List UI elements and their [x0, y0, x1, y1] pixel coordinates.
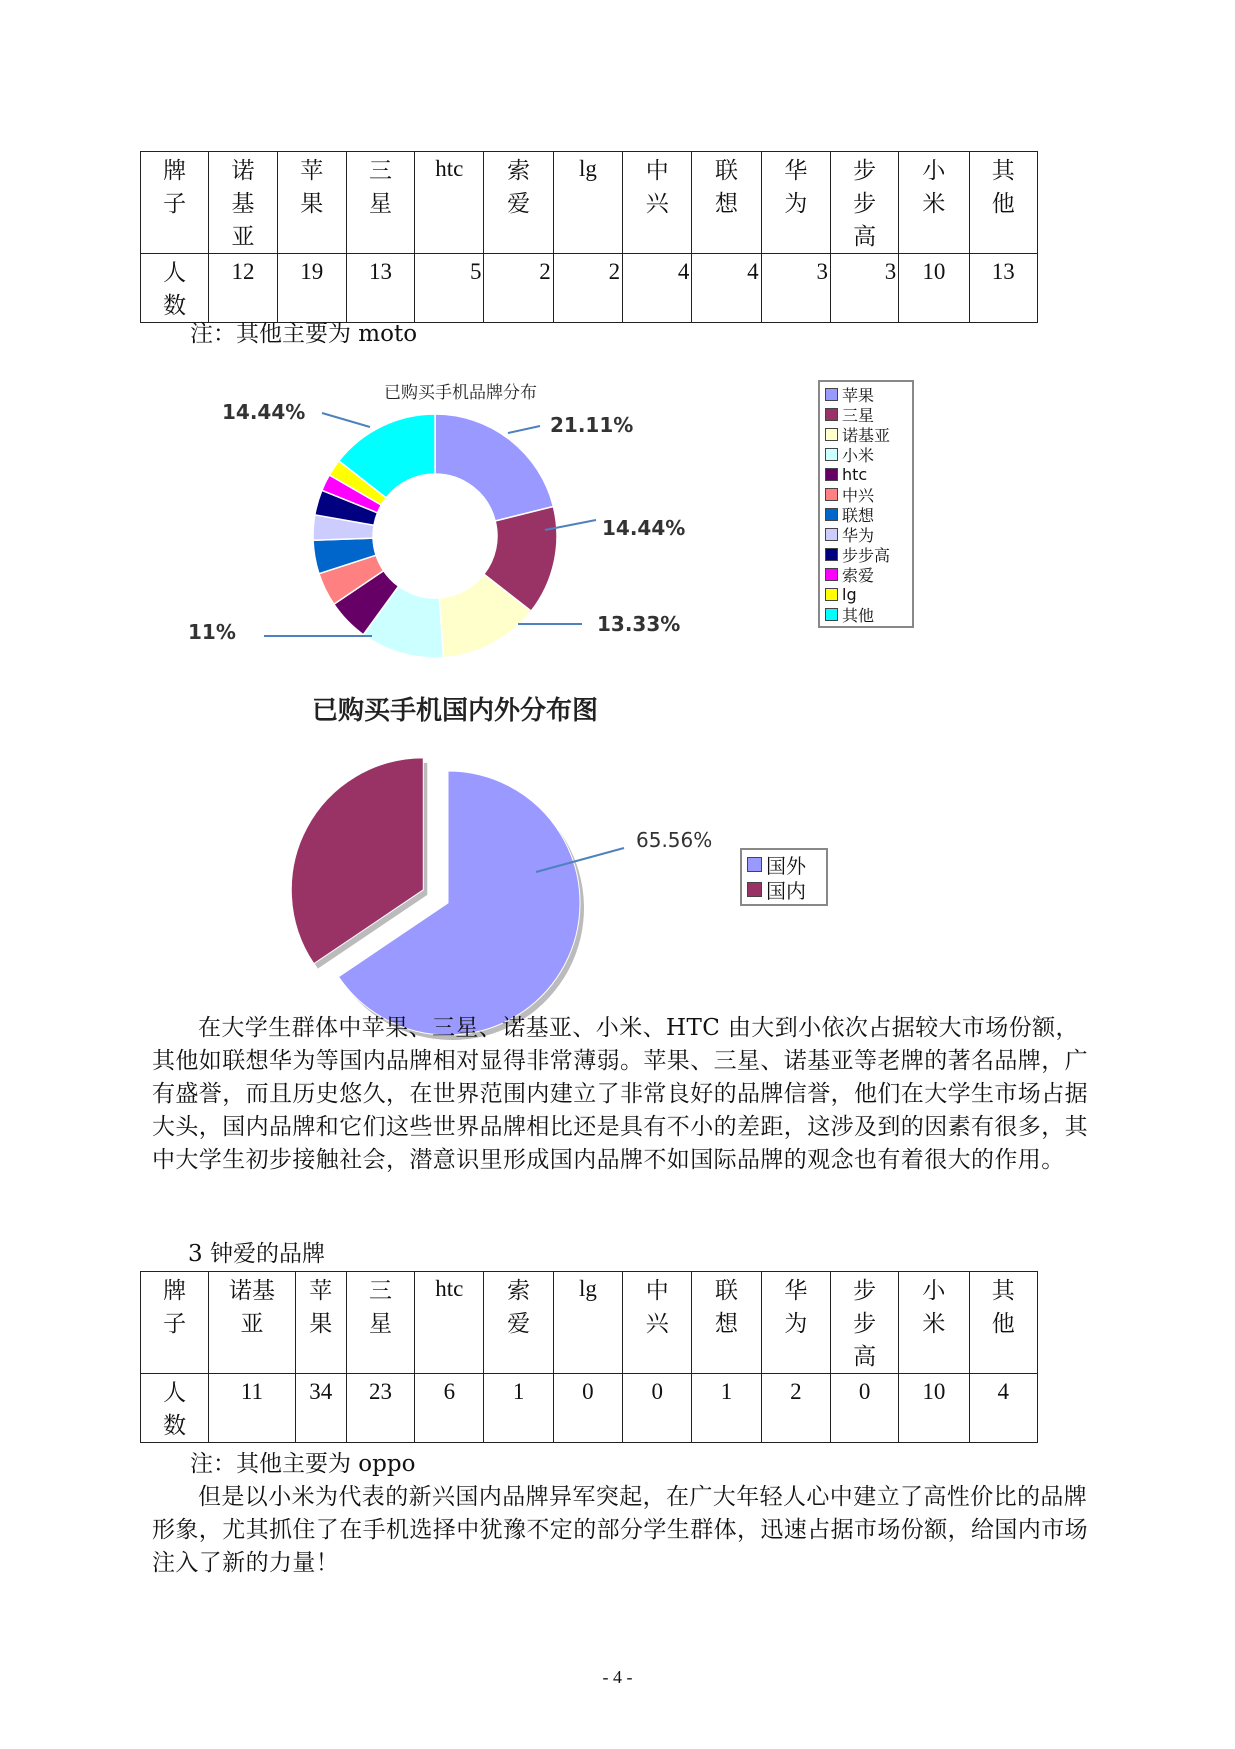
header-cell: htc	[435, 156, 464, 181]
table-cell: 19	[277, 254, 346, 323]
table-cell: 2	[761, 1374, 830, 1443]
header-cell: 三星	[369, 158, 393, 216]
header-cell: lg	[578, 156, 597, 181]
table-cell: 23	[346, 1374, 414, 1443]
row-label: 人数	[163, 1380, 187, 1438]
header-cell: 华为	[784, 1278, 808, 1336]
header-cell: 诺基亚	[228, 1278, 275, 1336]
header-cell: 牌子	[163, 1278, 187, 1336]
data-label: 13.33%	[597, 612, 681, 636]
legend-label: 中兴	[842, 485, 875, 505]
header-cell: 步步高	[853, 158, 877, 249]
table-cell: 0	[830, 1374, 898, 1443]
legend-label: 其他	[842, 605, 875, 625]
legend-label: 国内	[766, 879, 806, 903]
row-label: 人数	[163, 260, 187, 318]
legend-item	[742, 852, 826, 877]
legend-label: 联想	[842, 505, 875, 525]
table-cell: 11	[209, 1374, 295, 1443]
data-label: 14.44%	[602, 516, 686, 540]
table-note: 注：其他主要为 oppo	[190, 1451, 416, 1477]
table-cell: 3	[761, 254, 830, 323]
paragraph: 在大学生群体中苹果、三星、诺基亚、小米、HTC 由大到小依次占据较大市场份额，其他如联想华为等国内品牌相对显得非常薄弱。苹果、三星、诺基亚等老牌的著名品牌，广有盛誉，而且历史悠久，在世界范围内建立了非常良好的品牌信誉，他们在大学生市场占据大头，国内品牌和它们这些世界品牌相比还是具有不小的差距，这涉及到的因素有很多，其中大学生初步接触社会，潜意识里形成国内品牌不如国际品牌的观念也有着很大的作用。	[152, 1015, 1088, 1173]
table-cell: 3	[830, 254, 898, 323]
legend-label: 索爱	[842, 565, 875, 585]
legend-label: 苹果	[842, 385, 875, 405]
legend-label: lg	[842, 584, 857, 604]
header-cell: 苹果	[300, 158, 324, 216]
table-cell: 13	[346, 254, 414, 323]
table-cell: 4	[623, 254, 692, 323]
table-cell: 34	[295, 1374, 346, 1443]
header-cell: 苹果	[309, 1278, 333, 1336]
header-cell: 联想	[715, 1278, 739, 1336]
legend-label: 诺基亚	[842, 425, 891, 445]
table-note: 注：其他主要为 moto	[190, 321, 418, 347]
table-cell: 2	[553, 254, 622, 323]
header-cell: lg	[578, 1276, 597, 1301]
section-heading: 3 钟爱的品牌	[188, 1241, 325, 1267]
brand-count-table-2	[140, 1271, 1038, 1443]
header-cell: 三星	[369, 1278, 393, 1336]
header-cell: 步步高	[853, 1278, 877, 1369]
data-label: 14.44%	[222, 400, 306, 424]
table-cell: 2	[484, 254, 553, 323]
header-cell: 其他	[991, 1278, 1015, 1336]
page-number: - 4 -	[602, 1667, 633, 1687]
legend-label: 国外	[766, 854, 806, 878]
table-data-row	[141, 1374, 1038, 1443]
table-cell: 4	[692, 254, 761, 323]
header-cell: 其他	[991, 158, 1015, 216]
table-cell: 0	[553, 1374, 622, 1443]
header-cell: 诺基亚	[231, 158, 255, 249]
table-cell: 5	[415, 254, 484, 323]
header-cell: 索爱	[507, 158, 531, 216]
table-cell: 10	[899, 1374, 969, 1443]
table-cell: 0	[623, 1374, 692, 1443]
table-cell: 1	[484, 1374, 553, 1443]
header-cell: 联想	[715, 158, 739, 216]
header-cell: 中兴	[645, 1278, 669, 1336]
header-cell: htc	[435, 1276, 464, 1301]
table-cell: 13	[969, 254, 1037, 323]
data-label: 11%	[188, 620, 236, 644]
table-cell: 12	[209, 254, 277, 323]
legend-label: 华为	[842, 525, 875, 545]
legend-item	[742, 877, 826, 902]
header-cell: 索爱	[507, 1278, 531, 1336]
chart-title: 已购买手机国内外分布图	[312, 696, 599, 726]
legend-label: 步步高	[842, 545, 891, 565]
header-cell: 小米	[922, 1278, 946, 1336]
data-label: 21.11%	[550, 413, 634, 437]
legend-label: htc	[842, 464, 868, 484]
table-cell: 1	[692, 1374, 761, 1443]
header-cell: 华为	[784, 158, 808, 216]
legend-swatch	[747, 882, 762, 897]
paragraph: 但是以小米为代表的新兴国内品牌异军突起，在广大年轻人心中建立了高性价比的品牌形象，尤其抓住了在手机选择中犹豫不定的部分学生群体，迅速占据市场份额，给国内市场注入了新的力量！	[152, 1484, 1088, 1576]
table-cell: 6	[415, 1374, 484, 1443]
header-cell: 小米	[922, 158, 946, 216]
legend-label: 三星	[842, 405, 875, 425]
header-cell: 牌子	[163, 158, 187, 216]
table-cell: 4	[969, 1374, 1037, 1443]
data-label: 65.56%	[636, 828, 713, 852]
legend-swatch	[747, 857, 762, 872]
legend-label: 小米	[842, 445, 875, 465]
header-cell: 中兴	[645, 158, 669, 216]
table-header-row	[141, 1272, 1038, 1374]
table-cell: 10	[899, 254, 969, 323]
chart-legend	[740, 848, 828, 906]
chart-title: 已购买手机品牌分布	[384, 383, 537, 403]
